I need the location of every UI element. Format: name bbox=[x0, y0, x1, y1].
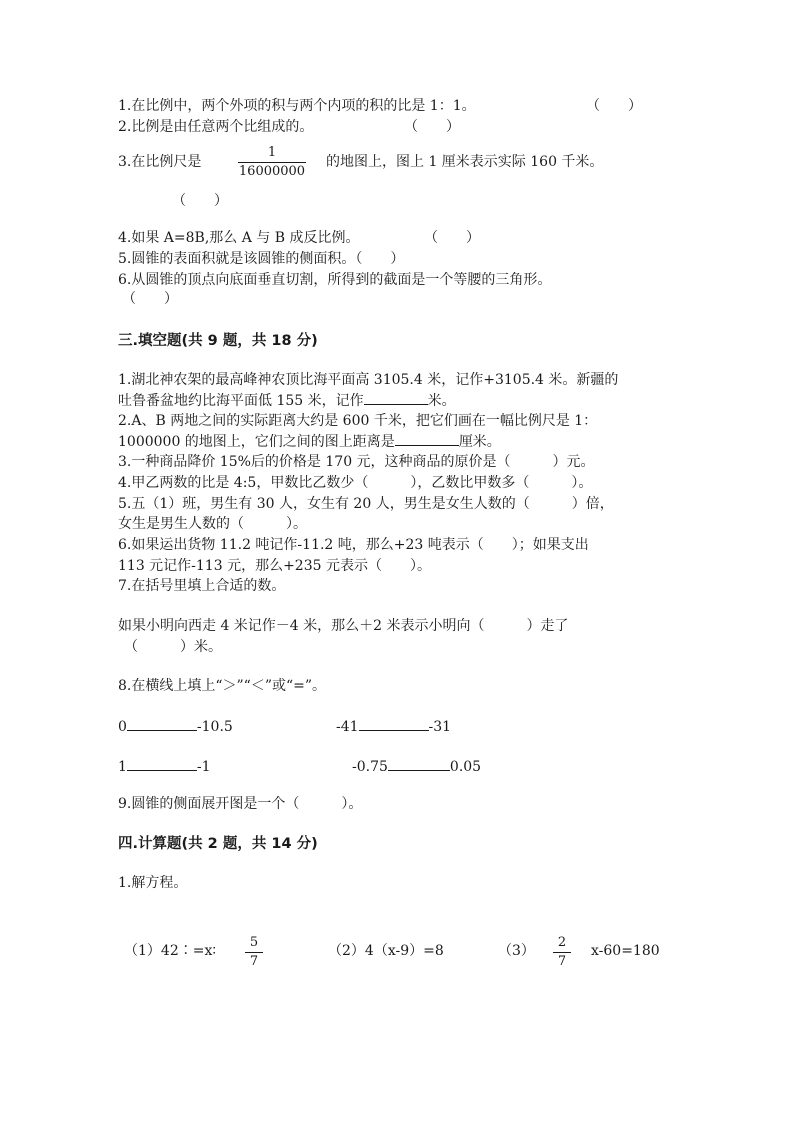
compare-left: 1 bbox=[118, 759, 127, 775]
fill-q8: 8.在横线上填上“＞”“＜”或“=”。 bbox=[118, 678, 327, 694]
fraction-bar bbox=[553, 952, 571, 953]
compare-left: -0.75 bbox=[352, 759, 388, 775]
fraction-denominator: 16000000 bbox=[238, 164, 306, 179]
compare-blank[interactable] bbox=[359, 716, 429, 731]
fill-q9: 9.圆锥的侧面展开图是一个（ ）。 bbox=[118, 796, 363, 812]
fill-q4: 4.甲乙两数的比是 4:5，甲数比乙数少（ ），乙数比甲数多（ ）。 bbox=[118, 475, 593, 491]
fill-q2-blank[interactable] bbox=[395, 431, 459, 446]
judge-q3-fraction bbox=[238, 145, 306, 180]
fill-q7-sub-line1: 如果小明向西走 4 米记作－4 米，那么＋2 米表示小明向（ ）走了 bbox=[118, 618, 569, 634]
judge-q2-answer[interactable]: （ ） bbox=[404, 119, 460, 135]
fill-q6-line1: 6.如果运出货物 11.2 吨记作-11.2 吨，那么+23 吨表示（ ）；如果支出 bbox=[118, 537, 589, 553]
fill-q2-unit: 厘米。 bbox=[458, 434, 501, 450]
compare-blank[interactable] bbox=[127, 716, 197, 731]
fill-q2-line2 bbox=[118, 431, 501, 452]
judge-q5: 5.圆锥的表面积就是该圆锥的侧面积。（ ） bbox=[118, 251, 405, 267]
fill-q1-line1: 1.湖北神农架的最高峰神农顶比海平面高 3105.4 米，记作+3105.4 米。新疆的 bbox=[118, 372, 619, 388]
equation-1-text: （1）42∶=x∶ bbox=[124, 943, 216, 959]
equation-2: （2）4（x-9）=8 bbox=[328, 943, 444, 959]
compare-right: -10.5 bbox=[196, 719, 233, 735]
equation-3-fraction bbox=[553, 935, 571, 970]
judge-q3-text-post: 的地图上，图上 1 厘米表示实际 160 千米。 bbox=[326, 154, 604, 170]
fill-q2-text: 1000000 的地图上，它们之间的图上距离是 bbox=[118, 434, 395, 450]
compare-item-4 bbox=[352, 756, 481, 777]
fraction-numerator: 2 bbox=[557, 935, 567, 950]
fill-q7: 7.在括号里填上合适的数。 bbox=[118, 578, 286, 594]
compare-right: 0.05 bbox=[449, 759, 482, 775]
fill-q5-line1: 5.五（1）班，男生有 30 人，女生有 20 人，男生是女生人数的（ ）倍， bbox=[118, 496, 614, 512]
fill-q2-line1: 2.A、B 两地之间的实际距离大约是 600 千米，把它们画在一幅比例尺是 1： bbox=[118, 413, 598, 429]
compare-item-2 bbox=[336, 716, 451, 737]
equation-3-text: x-60=180 bbox=[591, 943, 660, 959]
judge-q4: 4.如果 A=8B,那么 A 与 B 成反比例。 bbox=[118, 230, 360, 246]
judge-q6: 6.从圆锥的顶点向底面垂直切割，所得到的截面是一个等腰的三角形。 bbox=[118, 272, 552, 288]
compare-left: -41 bbox=[336, 719, 359, 735]
compare-blank[interactable] bbox=[127, 756, 197, 771]
equation-1-fraction bbox=[245, 935, 263, 970]
calc-q1: 1.解方程。 bbox=[118, 875, 188, 891]
fill-q1-text: 吐鲁番盆地约比海平面低 155 米，记作 bbox=[118, 393, 364, 409]
compare-item-1 bbox=[118, 716, 233, 737]
fraction-denominator: 7 bbox=[249, 954, 259, 969]
fill-q5-line2: 女生是男生人数的（ ）。 bbox=[118, 516, 307, 532]
fraction-numerator: 5 bbox=[249, 935, 259, 950]
judge-q3-answer[interactable]: （ ） bbox=[172, 193, 228, 209]
judge-q2: 2.比例是由任意两个比组成的。 bbox=[118, 119, 314, 135]
fill-q1-blank[interactable] bbox=[364, 390, 428, 405]
fraction-denominator: 7 bbox=[557, 954, 567, 969]
judge-q3-text: 3.在比例尺是 bbox=[118, 154, 202, 170]
compare-item-3 bbox=[118, 756, 211, 777]
compare-right: -31 bbox=[428, 719, 452, 735]
judge-q6-answer[interactable]: （ ） bbox=[122, 291, 178, 307]
fill-section-heading: 三.填空题(共 9 题，共 18 分) bbox=[118, 333, 318, 349]
fill-q1-unit: 米。 bbox=[427, 393, 456, 409]
fill-q6-line2: 113 元记作-113 元，那么+235 元表示（ ）。 bbox=[118, 558, 431, 574]
judge-q1: 1.在比例中，两个外项的积与两个内项的积的比是 1：1。 bbox=[118, 98, 476, 114]
equation-3-label: （3） bbox=[498, 943, 535, 959]
fraction-bar bbox=[245, 952, 263, 953]
fraction-numerator: 1 bbox=[267, 145, 277, 160]
fill-q3: 3.一种商品降价 15%后的价格是 170 元，这种商品的原价是（ ）元。 bbox=[118, 454, 595, 470]
compare-left: 0 bbox=[118, 719, 127, 735]
fill-q1-line2 bbox=[118, 390, 456, 411]
judge-q4-answer[interactable]: （ ） bbox=[424, 230, 480, 246]
compare-blank[interactable] bbox=[388, 756, 450, 771]
judge-q1-answer[interactable]: （ ） bbox=[586, 98, 642, 114]
fraction-bar bbox=[238, 162, 306, 163]
compare-right: -1 bbox=[196, 759, 211, 775]
calc-section-heading: 四.计算题(共 2 题，共 14 分) bbox=[118, 836, 318, 852]
fill-q7-sub-line2: （ ）米。 bbox=[124, 639, 222, 655]
